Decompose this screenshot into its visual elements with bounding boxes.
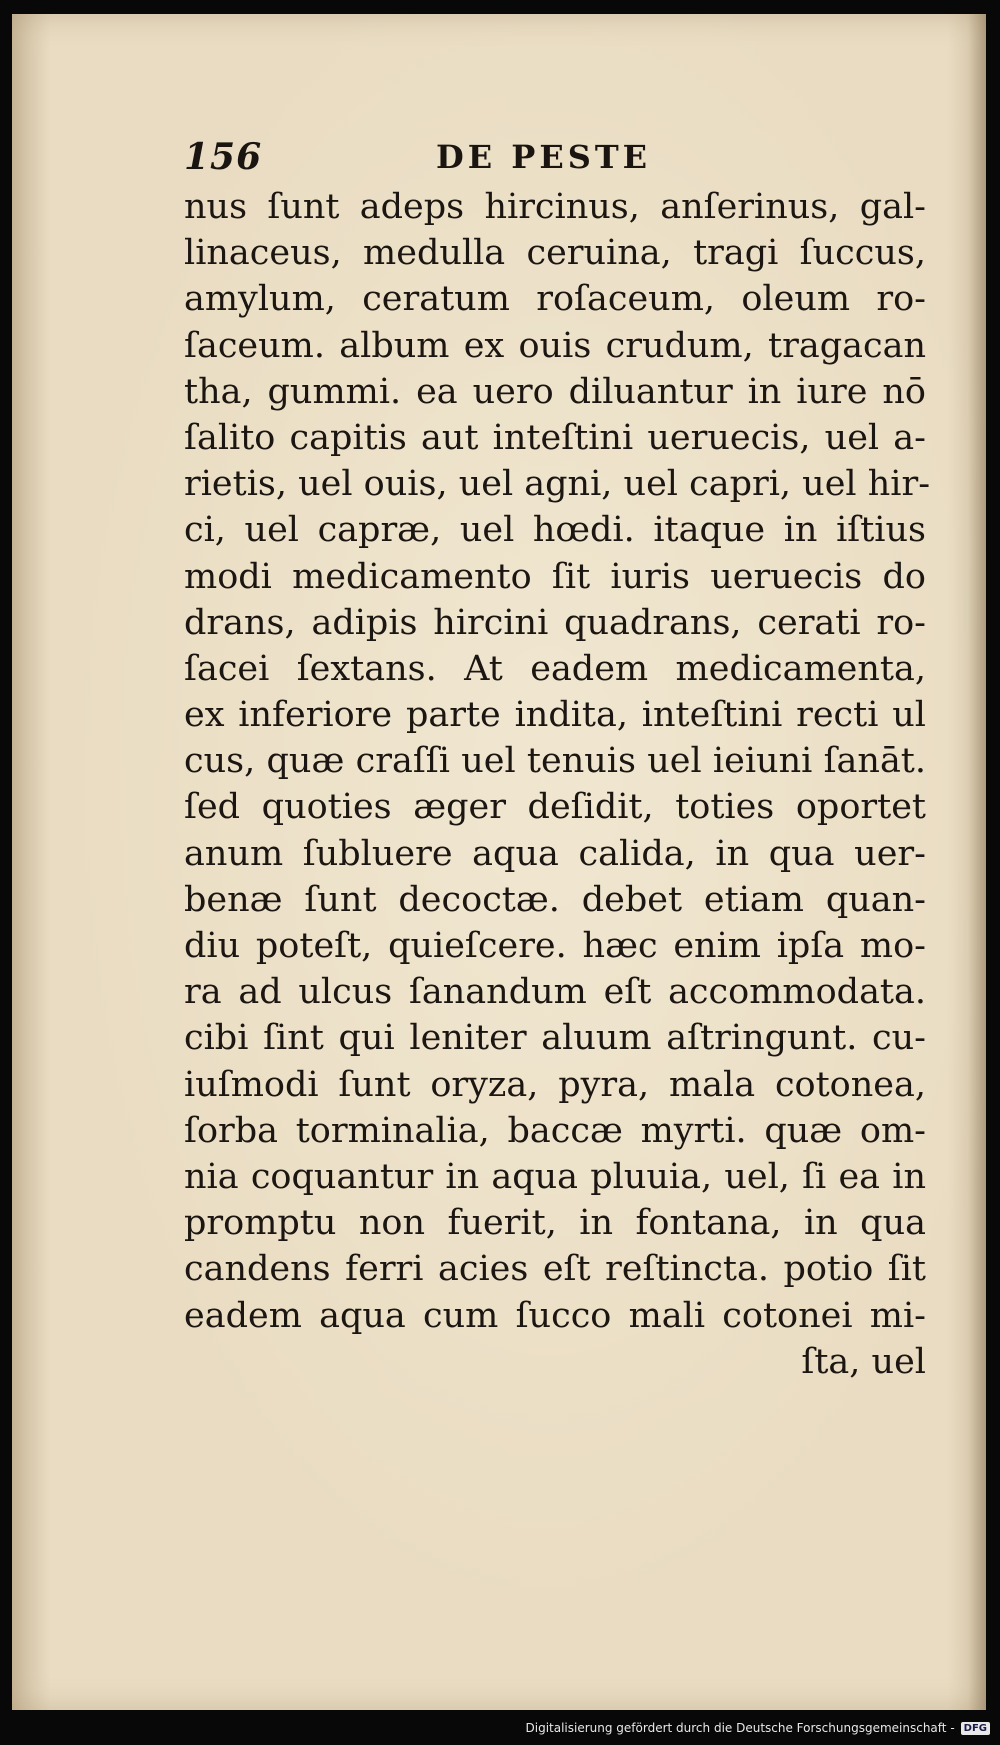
text-line: ex inferiore parte indita, inteſtini recti ul [184, 695, 926, 736]
text-line: benæ ſunt decoctæ. debet etiam quan- [184, 879, 926, 920]
text-line: ſaceum. album ex ouis crudum, tragacan [184, 325, 926, 366]
text-line: modi medicamento ſit iuris ueruecis do [184, 556, 926, 597]
text-line: candens ferri acies eſt reſtincta. potio ſit [184, 1249, 926, 1290]
book-page [12, 14, 986, 1710]
text-line: ſed quoties æger deſidit, toties oportet [184, 787, 926, 828]
page-number: 156 [184, 136, 263, 178]
text-line: promptu non fuerit, in fontana, in qua [184, 1203, 926, 1244]
digitization-credit [526, 1715, 991, 1741]
text-line: amylum, ceratum roſaceum, oleum ro- [184, 279, 926, 320]
dfg-logo-icon: DFG [961, 1722, 990, 1735]
page-edge-shadow [968, 14, 986, 1710]
text-line: anum ſubluere aqua calida, in qua uer- [184, 833, 926, 874]
text-line: nus ſunt adeps hircinus, anſerinus, gal- [184, 187, 926, 227]
text-line: ſorba torminalia, baccæ myrti. quæ om- [184, 1110, 926, 1151]
text-line: ſacei ſextans. At eadem medicamenta, [184, 648, 926, 689]
text-line: tha, gummi. ea uero diluantur in iure nō [184, 371, 926, 412]
text-line: eadem aqua cum ſucco mali cotonei mi- [184, 1295, 926, 1336]
body-text [184, 184, 931, 1385]
text-line: rietis, uel ouis, uel agni, uel capri, uel hir- [184, 464, 931, 505]
credit-text: Digitalisierung gefördert durch die Deutsche Forschungsgemeinschaft - [525, 1721, 955, 1735]
page-header [184, 132, 704, 186]
text-line: diu poteſt, quieſcere. hæc enim ipſa mo- [184, 926, 926, 966]
catchword: ſta, uel [801, 1341, 926, 1382]
text-line: linaceus, medulla ceruina, tragi ſuccus, [184, 233, 926, 274]
text-line: drans, adipis hircini quadrans, cerati ro- [184, 602, 926, 643]
text-line: nia coquantur in aqua pluuia, uel, ſi ea in [184, 1156, 926, 1197]
text-line: cus, quæ craſſi uel tenuis uel ieiuni ſanāt. [184, 741, 926, 782]
text-line: ra ad ulcus ſanandum eſt accommodata. [184, 972, 926, 1013]
text-line: iuſmodi ſunt oryza, pyra, mala cotonea, [184, 1064, 926, 1105]
text-line: ſalito capitis aut inteſtini ueruecis, uel a- [184, 417, 926, 458]
running-head: DE PESTE [436, 138, 652, 176]
text-line: cibi ſint qui leniter aluum aſtringunt. cu- [184, 1018, 926, 1059]
text-line: ci, uel capræ, uel hœdi. itaque in iſtius [184, 510, 926, 551]
